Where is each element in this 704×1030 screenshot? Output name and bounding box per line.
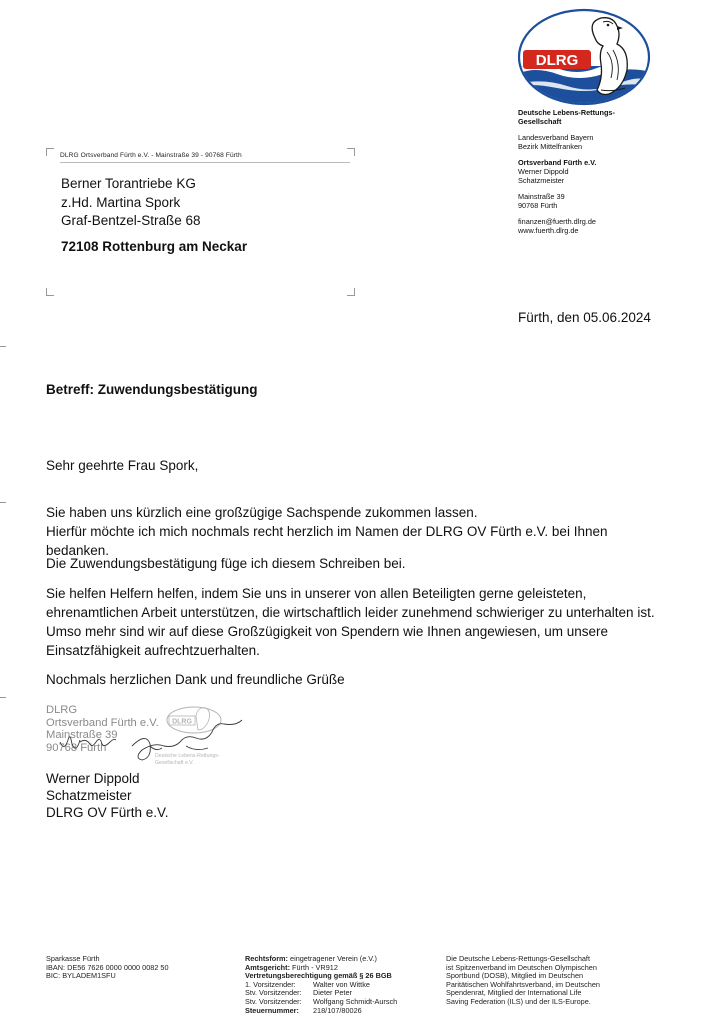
org-website[interactable]: www.fuerth.dlrg.de <box>518 226 579 235</box>
svg-text:Deutsche Lebens-Rettungs-: Deutsche Lebens-Rettungs- <box>155 753 220 759</box>
about-line: Die Deutsche Lebens-Rettungs-Gesellschaft <box>446 954 590 963</box>
stamp-line-3: Mainstraße 39 <box>46 729 118 742</box>
window-corner-bl <box>46 288 54 296</box>
bank-iban: IBAN: DE56 7626 0000 0000 0082 50 <box>46 962 169 972</box>
org-email[interactable]: finanzen@fuerth.dlrg.de <box>518 217 596 226</box>
rechtsform-label: Rechtsform: <box>245 954 288 963</box>
paragraph-1 <box>46 503 658 560</box>
board-label: 1. Vorsitzender: <box>245 979 296 989</box>
signature-area <box>46 702 256 770</box>
stamp-line-2: Ortsverband Fürth e.V. <box>46 716 159 729</box>
footer-about <box>446 955 600 1007</box>
stamp-line-4: 90768 Fürth <box>46 741 107 754</box>
vertretung: Vertretungsberechtigung gemäß § 26 BGB <box>245 971 392 981</box>
recipient-address <box>61 175 247 256</box>
signer-block <box>46 770 169 821</box>
ortsverband: Ortsverband Fürth e.V. <box>518 158 597 167</box>
dlrg-logo <box>517 8 651 106</box>
organization-info <box>518 108 615 242</box>
letter-subject: Betreff: Zuwendungsbestätigung <box>46 382 258 397</box>
footer-legal <box>245 955 397 1015</box>
salutation: Sehr geehrte Frau Spork, <box>46 458 199 473</box>
board-value: Dieter Peter <box>313 988 352 998</box>
svg-text:DLRG: DLRG <box>172 718 192 726</box>
window-corner-tl <box>46 148 54 156</box>
steuer-label: Steuernummer: <box>245 1005 299 1015</box>
sender-underline <box>60 162 350 163</box>
about-line: Paritätischen Wohlfahrtsverband, im Deutschen <box>446 979 600 989</box>
org-contact-role: Schatzmeister <box>518 176 565 185</box>
paragraph-1-line-2: Hierfür möchte ich mich nochmals recht herzlich im Namen der DLRG OV Fürth e.V. bei Ihnen bedanken. <box>46 524 608 558</box>
board-label: Stv. Vorsitzender: <box>245 996 302 1006</box>
signer-org: DLRG OV Fürth e.V. <box>46 805 169 820</box>
paragraph-1-line-1: Sie haben uns kürzlich eine großzügige Sachspende zukommen lassen. <box>46 505 478 520</box>
board-label: Stv. Vorsitzender: <box>245 988 302 998</box>
svg-text:DLRG: DLRG <box>535 52 579 69</box>
amtsgericht-value: Fürth - VR912 <box>292 962 338 972</box>
signer-role: Schatzmeister <box>46 788 132 803</box>
fold-mark <box>0 697 6 698</box>
landesverband: Landesverband Bayern <box>518 133 594 142</box>
paragraph-3: Sie helfen Helfern helfen, indem Sie uns in unserer von allen Beteiligten gerne geleisteten, ehrenamtlichen Arbeit unterstützen, die wirtschaftlich leider zunehmend schwieriger zu unterhalten ist. Umso mehr sind wir auf diese Großzügigkeit von Spendern wie Ihnen angewiesen, um unsere Einsatzfähigkeit aufrechtzuerhalten. <box>46 586 655 658</box>
about-line: Spendenrat, Mitglied der International Life <box>446 988 582 998</box>
org-city: 90768 Fürth <box>518 201 558 210</box>
paragraph-2: Die Zuwendungsbestätigung füge ich diesem Schreiben bei. <box>46 556 406 571</box>
recipient-city: 72108 Rottenburg am Neckar <box>61 238 248 254</box>
rechtsform-value: eingetragener Verein (e.V.) <box>290 954 377 963</box>
window-corner-tr <box>347 148 355 156</box>
org-contact-name: Werner Dippold <box>518 167 569 176</box>
window-corner-br <box>347 288 355 296</box>
about-line: Saving Federation (ILS) und der ILS-Europe. <box>446 996 591 1006</box>
org-street: Mainstraße 39 <box>518 192 565 201</box>
about-line: ist Spitzenverband im Deutschen Olympischen <box>446 962 597 972</box>
footer-bank <box>46 955 169 981</box>
board-value: Walter von Wittke <box>313 979 370 989</box>
bank-name: Sparkasse Fürth <box>46 954 100 963</box>
board-value: Wolfgang Schmidt-Aursch <box>313 996 398 1006</box>
bezirk: Bezirk Mittelfranken <box>518 142 583 151</box>
letter-date: Fürth, den 05.06.2024 <box>518 310 651 325</box>
org-name-2: Gesellschaft <box>518 117 562 126</box>
recipient-street: Graf-Bentzel-Straße 68 <box>61 213 201 228</box>
svg-text:Gesellschaft e.V.: Gesellschaft e.V. <box>155 760 194 766</box>
closing: Nochmals herzlichen Dank und freundliche Grüße <box>46 672 345 687</box>
org-name-1: Deutsche Lebens-Rettungs- <box>518 108 615 117</box>
stamp-line-1: DLRG <box>46 704 78 716</box>
amtsgericht-label: Amtsgericht: <box>245 962 291 972</box>
punch-mark <box>0 502 6 503</box>
about-line: Sportbund (DOSB), Mitglied im Deutschen <box>446 971 584 981</box>
steuer-value: 218/107/80026 <box>313 1005 362 1015</box>
bank-bic: BIC: BYLADEM1SFU <box>46 971 116 981</box>
signer-name: Werner Dippold <box>46 771 140 786</box>
recipient-contact: z.Hd. Martina Spork <box>61 194 181 210</box>
fold-mark <box>0 346 6 347</box>
recipient-company: Berner Torantriebe KG <box>61 176 196 191</box>
sender-return-line: DLRG Ortsverband Fürth e.V. - Mainstraße 39 - 90768 Fürth <box>60 152 242 159</box>
